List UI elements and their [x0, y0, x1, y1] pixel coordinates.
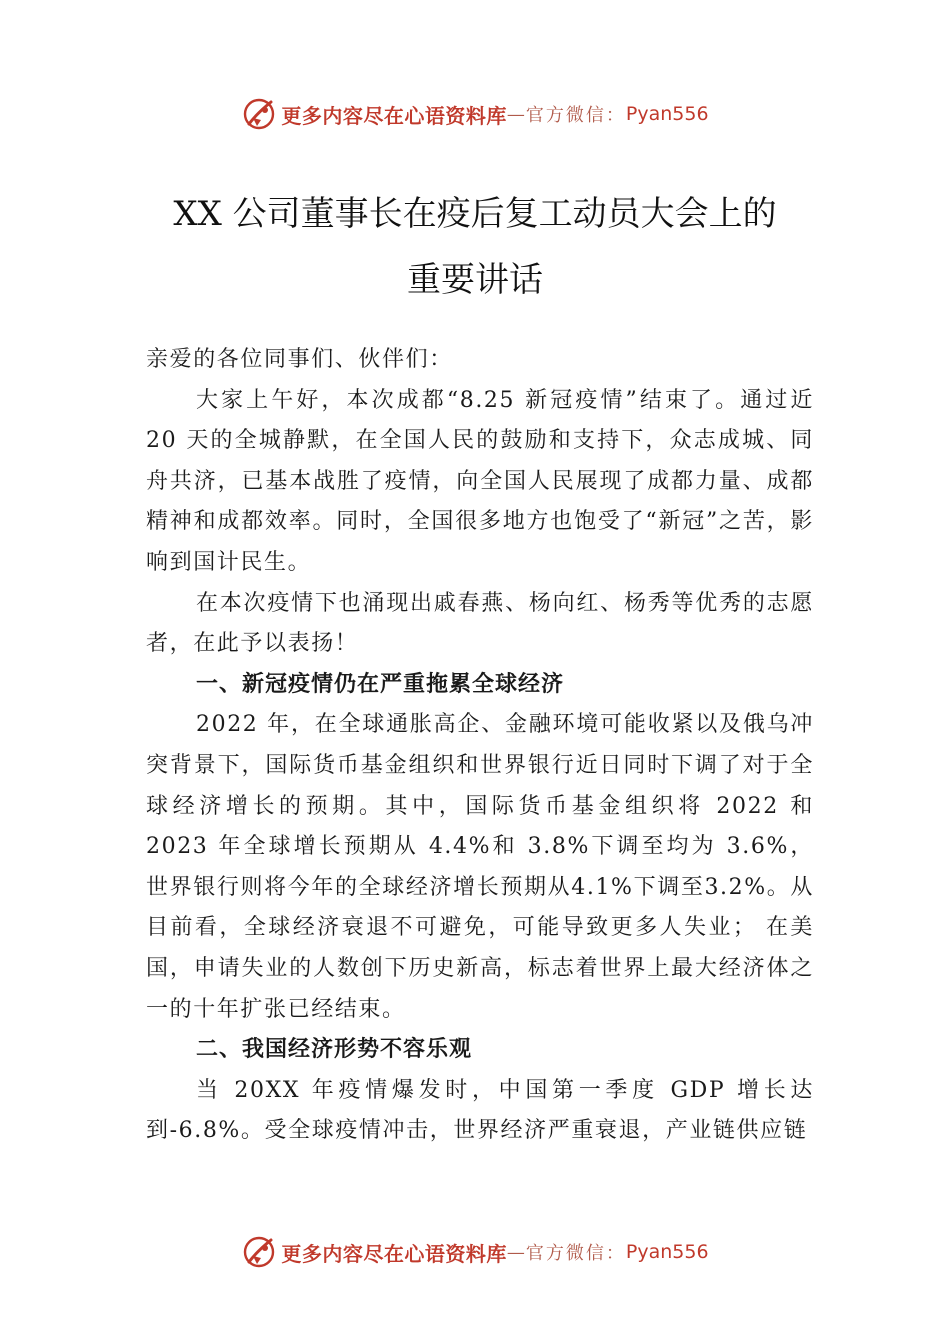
- paragraph-4: 当 20XX 年疫情爆发时，中国第一季度 GDP 增长达到-6.8%。受全球疫情冲击，世界经济严重衰退，产业链供应链: [146, 1077, 814, 1144]
- pen-seal-logo-icon: [241, 1234, 277, 1270]
- header-watermark-banner: [0, 94, 950, 134]
- salutation: 亲爱的各位同事们、伙伴们：: [146, 347, 453, 372]
- watermark-wechat-id: Pyan556: [625, 103, 709, 125]
- watermark-dash: —: [506, 103, 526, 125]
- footer-watermark-banner: [0, 1232, 950, 1272]
- paragraph-3: 2022 年，在全球通胀高企、金融环境可能收紧以及俄乌冲突背景下，国际货币基金组织和世界银行近日同时下调了对于全球经济增长的预期。其中，国际货币基金组织将 2022 和 2023 年全球增长预期从 4.4%和 3.8%下调至均为 3.6%， 世界银行则将今年的全球经济增长预期从4.1%下调至3.2%。从目前看，全球经济衰退不可避免，可能导致更多人失业； 在美国，申请失业的人数创下历史新高，标志着世界上最大经济体之一的十年扩张已经结束。: [146, 712, 814, 1022]
- section-heading-1: 一、新冠疫情仍在严重拖累全球经济: [196, 671, 565, 697]
- document-title-line-1: XX 公司董事长在疫后复工动员大会上的: [173, 194, 777, 234]
- watermark-dash: —: [506, 1241, 526, 1263]
- document-body: [146, 340, 814, 1152]
- section-heading-2: 二、我国经济形势不容乐观: [196, 1037, 473, 1063]
- watermark-wechat-label: 官方微信：: [525, 105, 626, 126]
- document-title-line-2: 重要讲话: [407, 260, 543, 300]
- watermark-main-text: 更多内容尽在心语资料库: [281, 103, 507, 128]
- paragraph-1: 大家上午好，本次成都“8.25 新冠疫情”结束了。通过近 20 天的全城静默，在全国人民的鼓励和支持下，众志成城、同舟共济，已基本战胜了疫情，向全国人民展现了成都力量、成都精神和成都效率。同时，全国很多地方也饱受了“新冠”之苦，影响到国计民生。: [146, 387, 814, 575]
- watermark-main-text: 更多内容尽在心语资料库: [281, 1241, 507, 1266]
- watermark-wechat-id: Pyan556: [625, 1241, 709, 1263]
- paragraph-2: 在本次疫情下也涌现出戚春燕、杨向红、杨秀等优秀的志愿者，在此予以表扬！: [146, 590, 814, 657]
- pen-seal-logo-icon: [241, 96, 277, 132]
- watermark-wechat-label: 官方微信：: [525, 1243, 626, 1264]
